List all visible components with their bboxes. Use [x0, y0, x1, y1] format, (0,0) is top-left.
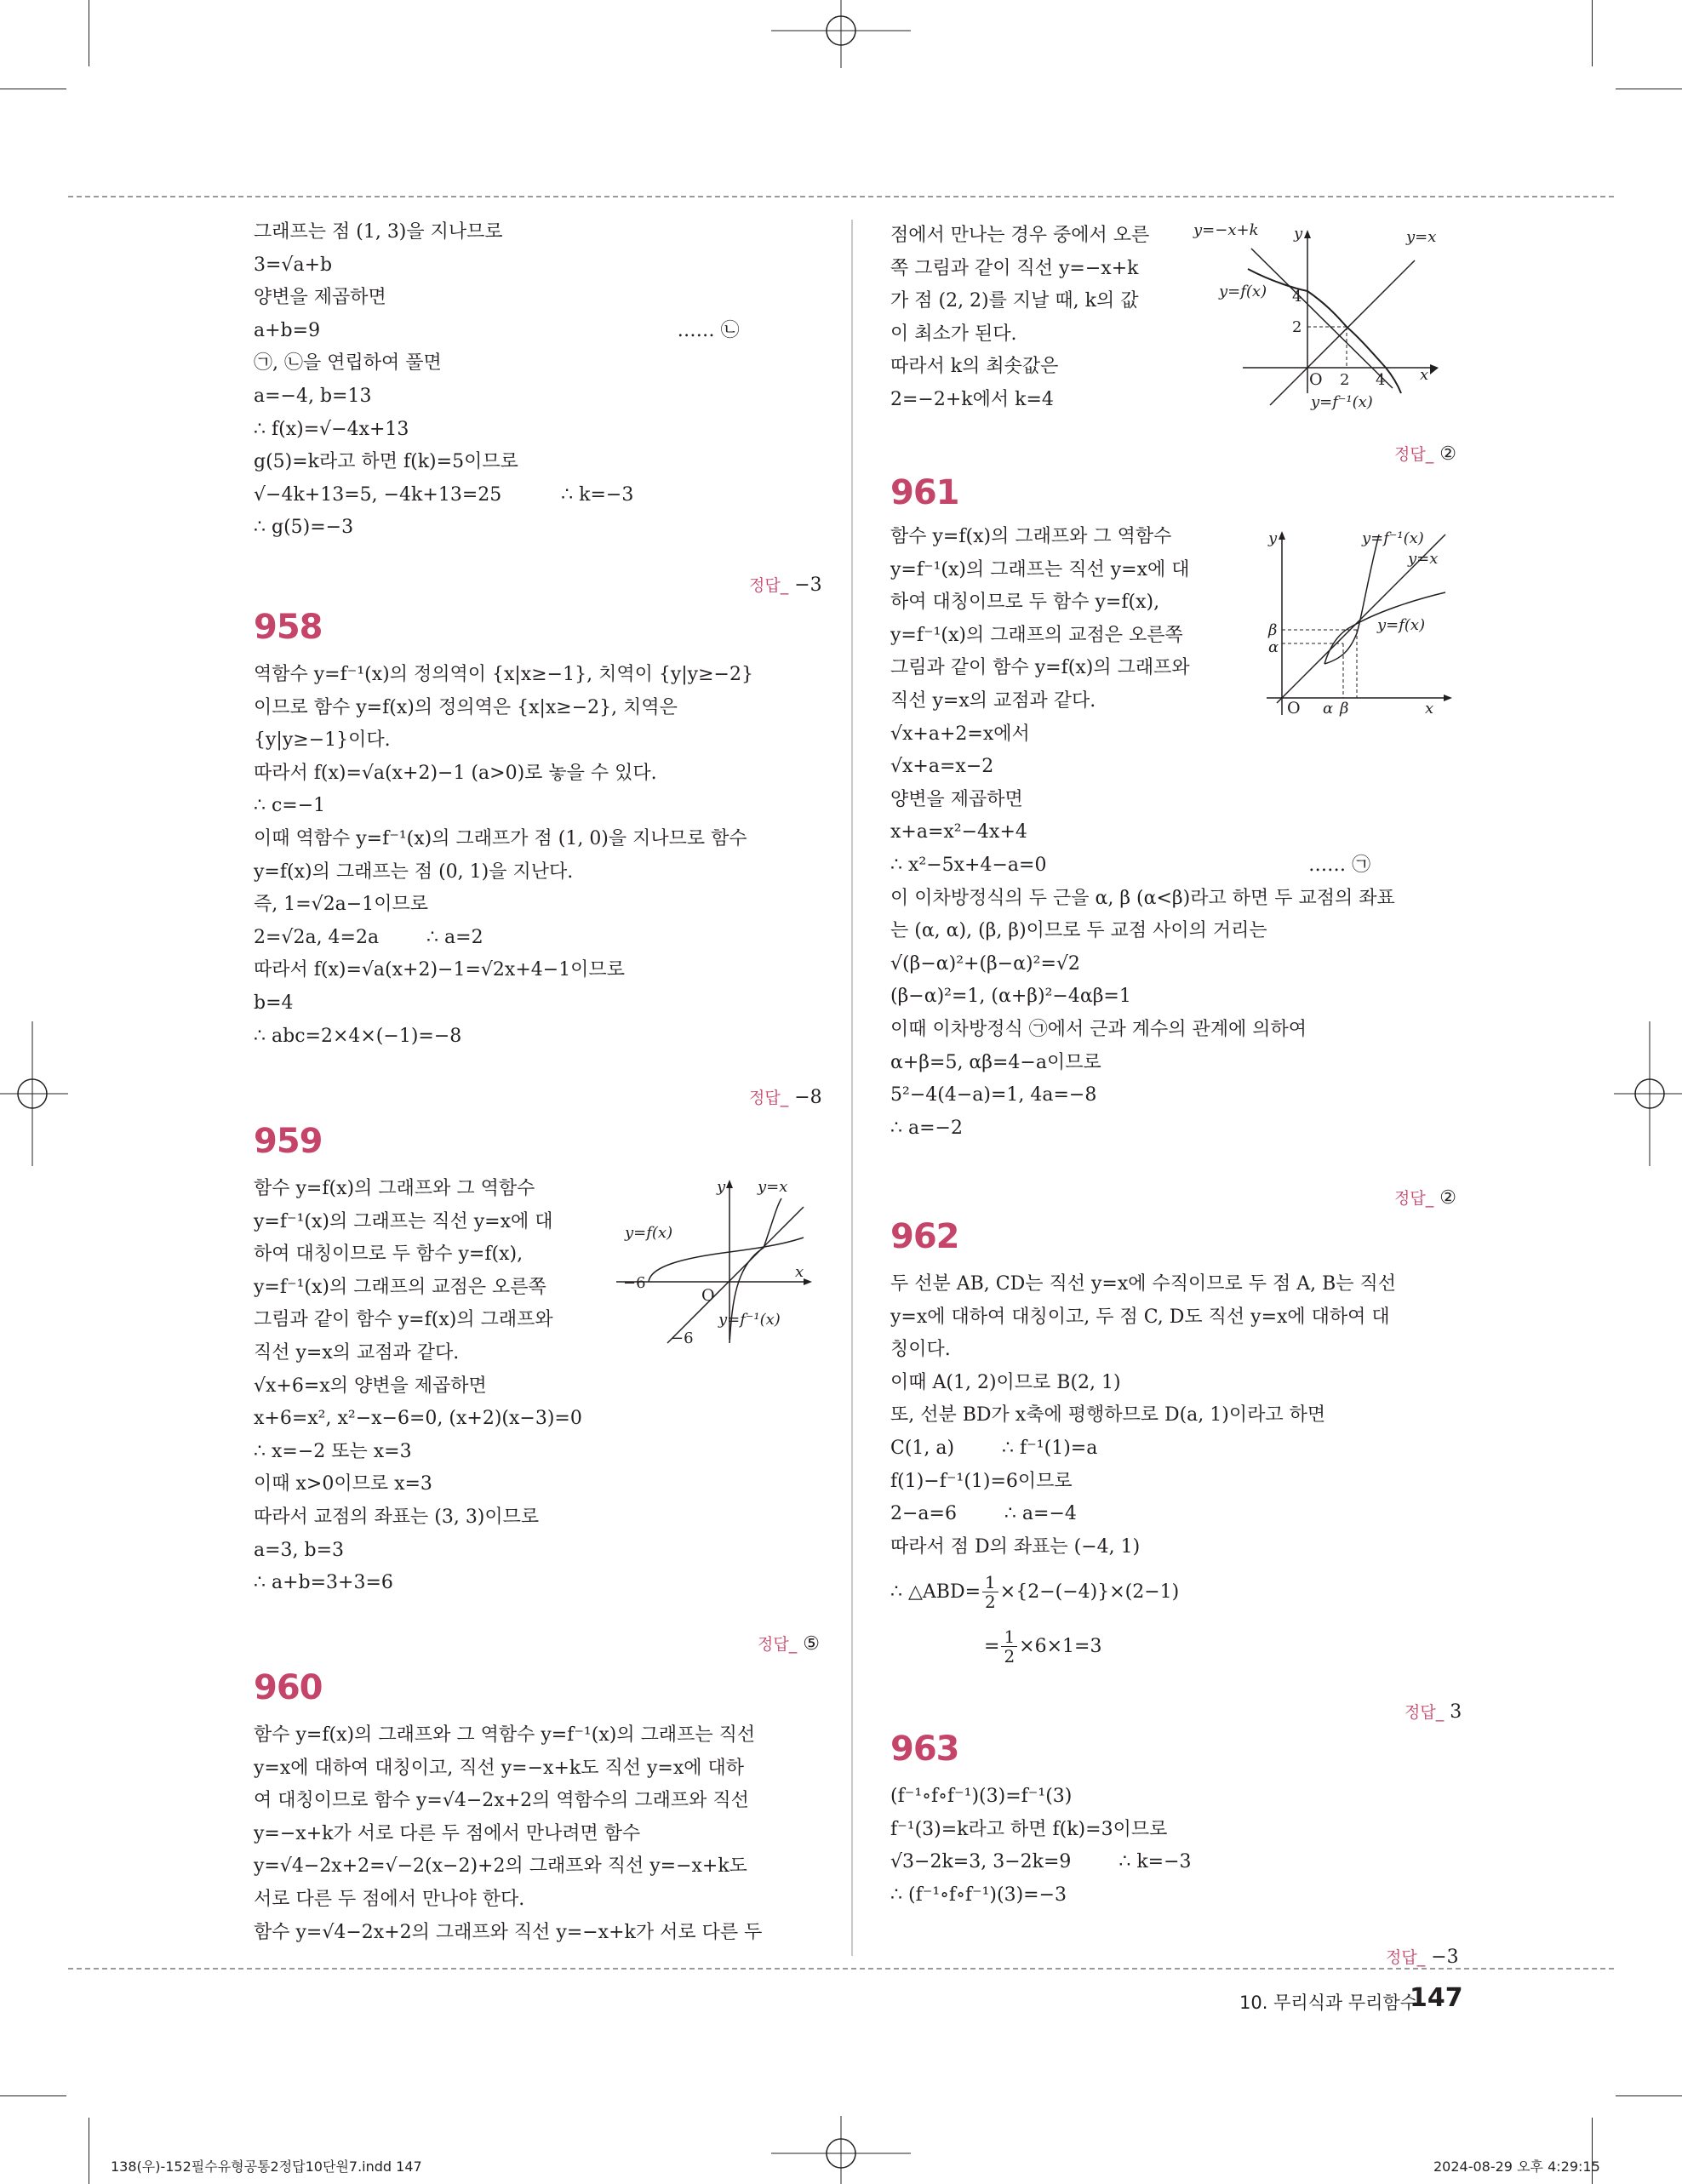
axis-label-x: x	[1425, 700, 1434, 718]
axis-label-y: y	[1294, 225, 1303, 243]
text-line: y=f⁻¹(x)의 그래프는 직선 y=x에 대	[254, 1210, 553, 1232]
y-axis-arrow	[1279, 531, 1285, 540]
text-line: ∴ (f⁻¹∘f∘f⁻¹)(3)=−3	[890, 1884, 1067, 1906]
tick-label-4-y: 4	[1292, 288, 1302, 306]
tick-label-2-x: 2	[1340, 371, 1350, 389]
fraction-denominator: 2	[1004, 1646, 1015, 1667]
label-f: y=f(x)	[625, 1224, 673, 1242]
text-line: y=f⁻¹(x)의 그래프의 교점은 오른쪽	[890, 624, 1183, 646]
text-line: 하여 대칭이므로 두 함수 y=f(x),	[890, 592, 1160, 614]
answer-value: ⑤	[803, 1633, 820, 1655]
answer-value: −8	[794, 1087, 822, 1108]
text-line: 는 (α, α), (β, β)이므로 두 교점 사이의 거리는	[890, 920, 1267, 942]
text-line: 따라서 점 D의 좌표는 (−4, 1)	[890, 1535, 1141, 1558]
text-line: 이때 이차방정식 ㉠에서 근과 계수의 관계에 의하여	[890, 1018, 1307, 1040]
label-y-equals-x: y=x	[1406, 228, 1437, 246]
answer-label: 정답_	[1394, 445, 1434, 464]
answer-value: 3	[1450, 1701, 1462, 1723]
origin-label: O	[1309, 370, 1323, 389]
text-line: 5²−4(4−a)=1, 4a=−8	[890, 1084, 1097, 1106]
text-line: 이때 A(1, 2)이므로 B(2, 1)	[890, 1371, 1121, 1393]
text-line: 양변을 제곱하면	[254, 287, 386, 309]
answer-label: 정답_	[758, 1635, 798, 1654]
x-axis-arrow	[1430, 364, 1439, 374]
solution-957-continued	[254, 216, 815, 545]
text-line: 직선 y=x의 교점과 같다.	[254, 1341, 460, 1364]
text-line: {y|y≥−1}이다.	[254, 729, 391, 752]
text-line: y=x에 대하여 대칭이고, 직선 y=−x+k도 직선 y=x에 대하	[254, 1757, 744, 1779]
text-line: ∴ c=−1	[254, 795, 326, 817]
tick-label-minus6-x: −6	[623, 1274, 646, 1292]
text-line: √x+a=x−2	[890, 756, 994, 778]
curve-f-inverse	[1347, 327, 1401, 393]
text-line: √3−2k=3, 3−2k=9 ∴ k=−3	[890, 1851, 1192, 1873]
text-line: ∴ f(x)=√−4x+13	[254, 418, 409, 440]
text-line: 즉, 1=√2a−1이므로	[254, 894, 428, 916]
label-f-inverse: y=f⁻¹(x)	[1311, 393, 1373, 411]
text-line: 직선 y=x의 교점과 같다.	[890, 689, 1096, 712]
text-line: ∴ a+b=3+3=6	[254, 1572, 393, 1594]
answer-value: −3	[794, 575, 822, 596]
fraction-numerator: 1	[982, 1573, 998, 1592]
solution-960	[254, 1719, 824, 1949]
tick-label-2-y: 2	[1292, 318, 1302, 336]
text-line: y=f⁻¹(x)의 그래프의 교점은 오른쪽	[254, 1276, 546, 1298]
problem-number-963: 963	[890, 1729, 959, 1769]
label-y-equals-x: y=x	[1408, 550, 1439, 568]
axis-label-x: x	[795, 1263, 804, 1281]
label-f-inverse: y=f⁻¹(x)	[718, 1311, 781, 1329]
answer-label: 정답_	[749, 1089, 789, 1107]
text-line: 두 선분 AB, CD는 직선 y=x에 수직이므로 두 점 A, B는 직선	[890, 1273, 1397, 1295]
answer-962	[1393, 1678, 1462, 1723]
text-line: √x+a+2=x에서	[890, 723, 1030, 745]
text-line: 따라서 f(x)=√a(x+2)−1 (a>0)로 놓을 수 있다.	[254, 762, 657, 784]
axis-label-y: y	[1268, 529, 1278, 547]
text-line: 그림과 같이 함수 y=f(x)의 그래프와	[254, 1309, 553, 1331]
text-line: (f⁻¹∘f∘f⁻¹)(3)=f⁻¹(3)	[890, 1786, 1073, 1807]
text-line: 이때 x>0이므로 x=3	[254, 1473, 432, 1495]
text-line: b=4	[254, 992, 294, 1014]
text-line: 함수 y=√4−2x+2의 그래프와 직선 y=−x+k가 서로 다른 두	[254, 1921, 763, 1943]
text-line: ㉠, ㉡을 연립하여 풀면	[254, 352, 442, 374]
eq1-prefix: ∴ △ABD=	[890, 1581, 981, 1603]
tick-label-minus6-y: −6	[671, 1329, 694, 1347]
problem-number-962: 962	[890, 1217, 959, 1256]
text-line: 역함수 y=f⁻¹(x)의 정의역이 {x|x≥−1}, 치역이 {y|y≥−2}	[254, 664, 753, 685]
text-line: 이 이차방정식의 두 근을 α, β (α<β)라고 하면 두 교점의 좌표	[890, 887, 1395, 909]
text-line: ∴ abc=2×4×(−1)=−8	[254, 1025, 462, 1047]
text-line: 쪽 그림과 같이 직선 y=−x+k	[890, 257, 1139, 279]
text-line: f⁻¹(3)=k라고 하면 f(k)=3이므로	[890, 1818, 1168, 1840]
solution-962	[890, 1268, 1461, 1564]
answer-label: 정답_	[1405, 1703, 1445, 1722]
curve-f	[649, 1238, 804, 1282]
text-line: 그림과 같이 함수 y=f(x)의 그래프와	[890, 657, 1190, 679]
eq1-suffix: ×{2−(−4)}×(2−1)	[999, 1581, 1180, 1603]
text-line: 이므로 함수 y=f(x)의 정의역은 {x|x≥−2}, 치역은	[254, 696, 678, 718]
text-line: (β−α)²=1, (α+β)²−4αβ=1	[890, 986, 1131, 1008]
text-line: 이때 역함수 y=f⁻¹(x)의 그래프가 점 (1, 0)을 지나므로 함수	[254, 827, 747, 849]
origin-label: O	[701, 1286, 715, 1305]
text-line: ∴ g(5)=−3	[254, 517, 354, 539]
text-line: 따라서 f(x)=√a(x+2)−1=√2x+4−1이므로	[254, 959, 625, 981]
text-line: a=−4, b=13	[254, 385, 372, 407]
equation-area-line1	[890, 1573, 1179, 1611]
text-line: 따라서 교점의 좌표는 (3, 3)이므로	[254, 1506, 540, 1528]
text-line: 함수 y=f(x)의 그래프와 그 역함수	[254, 1178, 535, 1199]
graph-961	[1256, 523, 1461, 727]
text-line: 또, 선분 BD가 x축에 평행하므로 D(a, 1)이라고 하면	[890, 1404, 1326, 1426]
solution-960-continued	[890, 220, 1197, 417]
file-slug: 138(우)-152필수유형공통2정답10단원7.indd 147	[111, 2158, 422, 2175]
tick-label-alpha-x: α	[1323, 700, 1334, 718]
text-line: ∴ a=−2	[890, 1117, 963, 1139]
crop-mark	[1592, 0, 1593, 66]
problem-number-958: 958	[254, 608, 323, 647]
text-line: x+6=x², x²−x−6=0, (x+2)(x−3)=0	[254, 1408, 582, 1430]
answer-959	[746, 1610, 820, 1655]
text-line: 2−a=6 ∴ a=−4	[890, 1503, 1077, 1525]
fraction-half	[982, 1573, 998, 1611]
text-line: 칭이다.	[890, 1339, 951, 1361]
column-divider	[851, 220, 853, 1956]
answer-label: 정답_	[1386, 1948, 1426, 1967]
crop-mark	[0, 2095, 66, 2096]
origin-label: O	[1287, 699, 1301, 718]
crop-mark	[1616, 2095, 1682, 2096]
registration-mark-top	[771, 0, 911, 68]
answer-value: ②	[1439, 1187, 1456, 1209]
chapter-title: 10. 무리식과 무리함수	[1239, 1992, 1418, 2013]
eq2-prefix: =	[984, 1636, 1000, 1657]
x-axis-arrow	[1444, 695, 1452, 701]
axis-label-y: y	[717, 1178, 726, 1196]
answer-963	[1374, 1924, 1459, 1968]
graph-960	[1188, 218, 1457, 419]
text-line: 점에서 만나는 경우 중에서 오른	[890, 225, 1150, 246]
x-axis-arrow	[804, 1278, 812, 1285]
top-rule	[68, 196, 1614, 197]
tick-label-4-x: 4	[1376, 371, 1386, 389]
solution-958	[254, 659, 815, 1053]
answer-label: 정답_	[749, 576, 789, 595]
tick-label-alpha-y: α	[1268, 638, 1279, 656]
graph-959	[615, 1173, 819, 1352]
text-line: y=f(x)의 그래프는 점 (0, 1)을 지난다.	[254, 860, 574, 883]
text-line: 이 최소가 된다.	[890, 323, 1017, 345]
solution-963	[890, 1781, 1461, 1912]
answer-958	[737, 1064, 822, 1108]
tick-label-beta-y: β	[1268, 621, 1278, 639]
fraction-half	[1001, 1627, 1017, 1666]
text-line: 2=−2+k에서 k=4	[890, 388, 1054, 410]
text-line: √−4k+13=5, −4k+13=25 ∴ k=−3	[254, 483, 634, 506]
answer-961	[1382, 1164, 1456, 1209]
text-line: 가 점 (2, 2)를 지날 때, k의 값	[890, 290, 1139, 312]
text-line: 하여 대칭이므로 두 함수 y=f(x),	[254, 1244, 523, 1266]
bottom-rule	[68, 1968, 1614, 1970]
text-line: 양변을 제곱하면	[890, 788, 1023, 810]
answer-value: ②	[1439, 443, 1456, 465]
answer-value: −3	[1431, 1947, 1459, 1968]
y-axis-arrow	[726, 1180, 733, 1188]
text-line: 함수 y=f(x)의 그래프와 그 역함수	[890, 526, 1172, 547]
text-line: √x+6=x의 양변을 제곱하면	[254, 1375, 487, 1397]
problem-number-961: 961	[890, 473, 959, 512]
problem-number-959: 959	[254, 1122, 323, 1161]
answer-957	[737, 552, 822, 596]
text-line: f(1)−f⁻¹(1)=6이므로	[890, 1470, 1073, 1492]
page-number: 147	[1410, 1983, 1463, 2013]
text-line: 서로 다른 두 점에서 만나야 한다.	[254, 1888, 525, 1910]
text-line: ∴ x²−5x+4−a=0 …… ㉠	[890, 854, 1371, 876]
text-line: 함수 y=f(x)의 그래프와 그 역함수 y=f⁻¹(x)의 그래프는 직선	[254, 1724, 756, 1746]
fraction-denominator: 2	[985, 1592, 996, 1612]
label-minus-x-plus-k: y=−x+k	[1193, 221, 1259, 239]
label-y-equals-x: y=x	[758, 1178, 788, 1196]
text-line: a=3, b=3	[254, 1539, 345, 1561]
registration-mark-left	[0, 1021, 68, 1166]
text-line: g(5)=k라고 하면 f(k)=5이므로	[254, 451, 518, 473]
text-line: y=x에 대하여 대칭이고, 두 점 C, D도 직선 y=x에 대하여 대	[890, 1306, 1390, 1328]
equation-area-line2	[984, 1627, 1101, 1666]
text-line: 3=√a+b	[254, 254, 333, 276]
answer-960	[1382, 420, 1456, 465]
text-line: 따라서 k의 최솟값은	[890, 356, 1059, 378]
text-line: a+b=9 …… ㉡	[254, 319, 740, 341]
y-axis-arrow	[1304, 230, 1311, 238]
label-f: y=f(x)	[1377, 616, 1426, 634]
text-line: 2=√2a, 4=2a ∴ a=2	[254, 926, 483, 948]
text-line: ∴ x=−2 또는 x=3	[254, 1440, 412, 1462]
eq2-suffix: ×6×1=3	[1019, 1636, 1102, 1657]
text-line: 여 대칭이므로 함수 y=√4−2x+2의 역함수의 그래프와 직선	[254, 1790, 749, 1812]
text-line: C(1, a) ∴ f⁻¹(1)=a	[890, 1437, 1098, 1459]
registration-mark-bottom	[771, 2116, 911, 2184]
label-f-inverse: y=f⁻¹(x)	[1362, 529, 1424, 547]
text-line: 그래프는 점 (1, 3)을 지나므로	[254, 221, 503, 243]
answer-label: 정답_	[1394, 1189, 1434, 1208]
text-line: y=√4−2x+2=√−2(x−2)+2의 그래프와 직선 y=−x+k도	[254, 1855, 747, 1878]
tick-label-beta-x: β	[1340, 700, 1349, 718]
text-line: α+β=5, αβ=4−a이므로	[890, 1051, 1101, 1073]
label-f: y=f(x)	[1219, 283, 1267, 300]
text-line: y=−x+k가 서로 다른 두 점에서 만나려면 함수	[254, 1822, 641, 1844]
text-line: x+a=x²−4x+4	[890, 821, 1027, 843]
fraction-numerator: 1	[1001, 1627, 1017, 1647]
registration-mark-right	[1614, 1021, 1682, 1166]
axis-label-x: x	[1420, 366, 1429, 384]
text-line: √(β−α)²+(β−α)²=√2	[890, 952, 1080, 975]
print-timestamp: 2024-08-29 오후 4:29:15	[1433, 2158, 1600, 2175]
problem-number-960: 960	[254, 1668, 323, 1707]
text-line: y=f⁻¹(x)의 그래프는 직선 y=x에 대	[890, 558, 1190, 580]
